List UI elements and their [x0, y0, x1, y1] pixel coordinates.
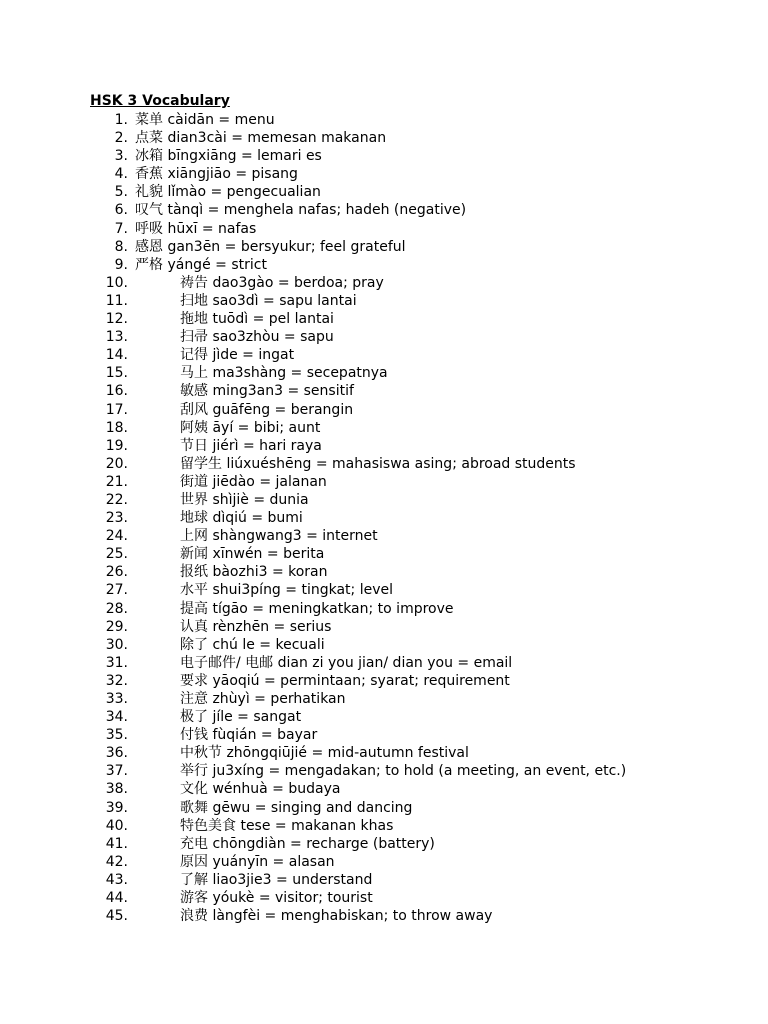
list-item	[0, 419, 768, 437]
list-item-text: 歌舞 gēwu = singing and dancing	[180, 799, 413, 816]
list-item-text: 上网 shàngwang3 = internet	[180, 528, 378, 545]
list-item	[0, 581, 768, 599]
list-item-number: 6.	[114, 202, 128, 219]
list-item	[0, 636, 768, 654]
list-item-text: 游客 yóukè = visitor; tourist	[180, 890, 373, 907]
list-item-number: 11.	[105, 292, 128, 309]
list-item-number: 37.	[105, 763, 128, 780]
list-item-number: 19.	[105, 437, 128, 454]
list-item-text: 冰箱 bīngxiāng = lemari es	[135, 148, 322, 165]
list-item	[0, 147, 768, 165]
list-item-number: 22.	[105, 491, 128, 508]
vocabulary-list	[0, 111, 768, 925]
list-item	[0, 346, 768, 364]
list-item-number: 45.	[105, 908, 128, 925]
list-item-number: 42.	[105, 853, 128, 870]
list-item-number: 30.	[105, 636, 128, 653]
list-item-number: 21.	[105, 473, 128, 490]
list-item	[0, 274, 768, 292]
list-item-number: 23.	[105, 510, 128, 527]
list-item-text: 记得 jìde = ingat	[180, 347, 295, 364]
page-title: HSK 3 Vocabulary	[90, 93, 230, 109]
list-item-number: 38.	[105, 781, 128, 798]
list-item-number: 14.	[105, 347, 128, 364]
list-item-number: 44.	[105, 890, 128, 907]
list-item	[0, 545, 768, 563]
list-item-text: 文化 wénhuà = budaya	[180, 781, 341, 798]
list-item-number: 29.	[105, 618, 128, 635]
list-item-number: 10.	[105, 274, 128, 291]
list-item	[0, 292, 768, 310]
list-item	[0, 111, 768, 129]
list-item-number: 2.	[114, 130, 128, 147]
list-item-number: 9.	[114, 256, 128, 273]
list-item-text: 新闻 xīnwén = berita	[180, 546, 325, 563]
list-item-text: 要求 yāoqiú = permintaan; syarat; requirement	[180, 672, 510, 689]
list-item	[0, 799, 768, 817]
list-item-text: 地球 dìqiú = bumi	[180, 510, 303, 527]
list-item-text: 点菜 dian3cài = memesan makanan	[135, 130, 387, 147]
list-item	[0, 726, 768, 744]
list-item-number: 13.	[105, 329, 128, 346]
list-item-text: 严格 yángé = strict	[135, 256, 267, 273]
list-item-number: 17.	[105, 401, 128, 418]
list-item	[0, 527, 768, 545]
list-item-text: 敏感 ming3an3 = sensitif	[180, 383, 354, 400]
list-item	[0, 744, 768, 762]
list-item	[0, 473, 768, 491]
list-item-text: 菜单 càidān = menu	[135, 112, 275, 128]
list-item-text: 世界 shìjiè = dunia	[180, 491, 309, 508]
list-item-text: 充电 chōngdiàn = recharge (battery)	[180, 835, 435, 852]
list-item	[0, 165, 768, 183]
list-item-text: 拖地 tuōdì = pel lantai	[180, 311, 334, 328]
list-item-number: 8.	[114, 238, 128, 255]
list-item	[0, 310, 768, 328]
list-item	[0, 201, 768, 219]
list-item	[0, 853, 768, 871]
list-item-number: 40.	[105, 817, 128, 834]
list-item	[0, 780, 768, 798]
list-item-text: 叹气 tànqì = menghela nafas; hadeh (negative)	[135, 202, 467, 219]
list-item	[0, 871, 768, 889]
list-item	[0, 600, 768, 618]
list-item	[0, 328, 768, 346]
list-item-number: 18.	[105, 419, 128, 436]
list-item-number: 24.	[105, 528, 128, 545]
list-item-text: 感恩 gan3ēn = bersyukur; feel grateful	[135, 238, 406, 255]
list-item-text: 特色美食 tese = makanan khas	[180, 817, 394, 834]
list-item	[0, 491, 768, 509]
list-item	[0, 364, 768, 382]
list-item	[0, 256, 768, 274]
list-item	[0, 238, 768, 256]
list-item	[0, 563, 768, 581]
list-item	[0, 708, 768, 726]
list-item-number: 28.	[105, 600, 128, 617]
list-item-text: 举行 ju3xíng = mengadakan; to hold (a meeting, an event, etc.)	[180, 763, 627, 780]
list-item	[0, 129, 768, 147]
list-item	[0, 672, 768, 690]
list-item-text: 礼貌 lǐmào = pengecualian	[135, 184, 321, 201]
list-item-text: 水平 shui3píng = tingkat; level	[180, 582, 393, 599]
list-item-text: 了解 liao3jie3 = understand	[180, 871, 373, 888]
list-item-text: 香蕉 xiāngjiāo = pisang	[135, 166, 298, 183]
list-item	[0, 835, 768, 853]
list-item-text: 马上 ma3shàng = secepatnya	[180, 365, 388, 382]
list-item-number: 20.	[105, 455, 128, 472]
list-item-number: 31.	[105, 654, 128, 671]
list-item-number: 33.	[105, 691, 128, 707]
list-item	[0, 618, 768, 636]
list-item-text: 祷告 dao3gào = berdoa; pray	[180, 274, 384, 291]
list-item-number: 43.	[105, 871, 128, 888]
list-item-text: 呼吸 hūxī = nafas	[135, 220, 257, 237]
list-item-text: 中秋节 zhōngqiūjié = mid-autumn festival	[180, 745, 469, 762]
list-item-number: 1.	[114, 112, 128, 128]
list-item	[0, 382, 768, 400]
list-item-text: 电子邮件/ 电邮 dian zi you jian/ dian you = email	[180, 654, 513, 671]
list-item-text: 阿姨 āyí = bibi; aunt	[180, 419, 321, 436]
list-item-text: 注意 zhùyì = perhatikan	[180, 691, 346, 707]
list-item	[0, 183, 768, 201]
list-item-number: 27.	[105, 582, 128, 599]
list-item-number: 4.	[114, 166, 128, 183]
list-item-number: 32.	[105, 672, 128, 689]
list-item	[0, 907, 768, 925]
list-item-number: 35.	[105, 727, 128, 744]
list-item	[0, 762, 768, 780]
list-item-number: 34.	[105, 709, 128, 726]
list-item-number: 39.	[105, 799, 128, 816]
list-item-text: 留学生 liúxuéshēng = mahasiswa asing; abroad students	[180, 455, 576, 472]
list-item	[0, 455, 768, 473]
list-item-number: 41.	[105, 835, 128, 852]
list-item	[0, 654, 768, 672]
list-item-text: 除了 chú le = kecuali	[180, 636, 325, 653]
list-item-text: 浪费 làngfèi = menghabiskan; to throw away	[180, 908, 493, 925]
list-item	[0, 220, 768, 238]
list-item-number: 36.	[105, 745, 128, 762]
list-item-text: 扫帚 sao3zhòu = sapu	[180, 329, 334, 346]
list-item	[0, 401, 768, 419]
list-item-text: 极了 jíle = sangat	[180, 709, 302, 726]
list-item-number: 12.	[105, 311, 128, 328]
list-item-text: 提高 tígāo = meningkatkan; to improve	[180, 600, 454, 617]
list-item-text: 街道 jiēdào = jalanan	[180, 473, 327, 490]
list-item	[0, 889, 768, 907]
list-item-text: 付钱 fùqián = bayar	[180, 727, 318, 744]
list-item-text: 刮风 guāfēng = berangin	[180, 401, 354, 418]
list-item-number: 25.	[105, 546, 128, 563]
list-item	[0, 437, 768, 455]
list-item-number: 5.	[114, 184, 128, 201]
list-item-number: 3.	[114, 148, 128, 165]
list-item-text: 报纸 bàozhi3 = koran	[180, 564, 328, 581]
list-item-number: 26.	[105, 564, 128, 581]
list-item	[0, 817, 768, 835]
list-item-number: 16.	[105, 383, 128, 400]
list-item	[0, 690, 768, 708]
list-item-text: 节日 jiérì = hari raya	[180, 437, 322, 454]
list-item-number: 15.	[105, 365, 128, 382]
list-item-text: 认真 rènzhēn = serius	[180, 618, 332, 635]
list-item-number: 7.	[114, 220, 128, 237]
list-item	[0, 509, 768, 527]
list-item-text: 扫地 sao3dì = sapu lantai	[180, 292, 357, 309]
list-item-text: 原因 yuányīn = alasan	[180, 853, 335, 870]
